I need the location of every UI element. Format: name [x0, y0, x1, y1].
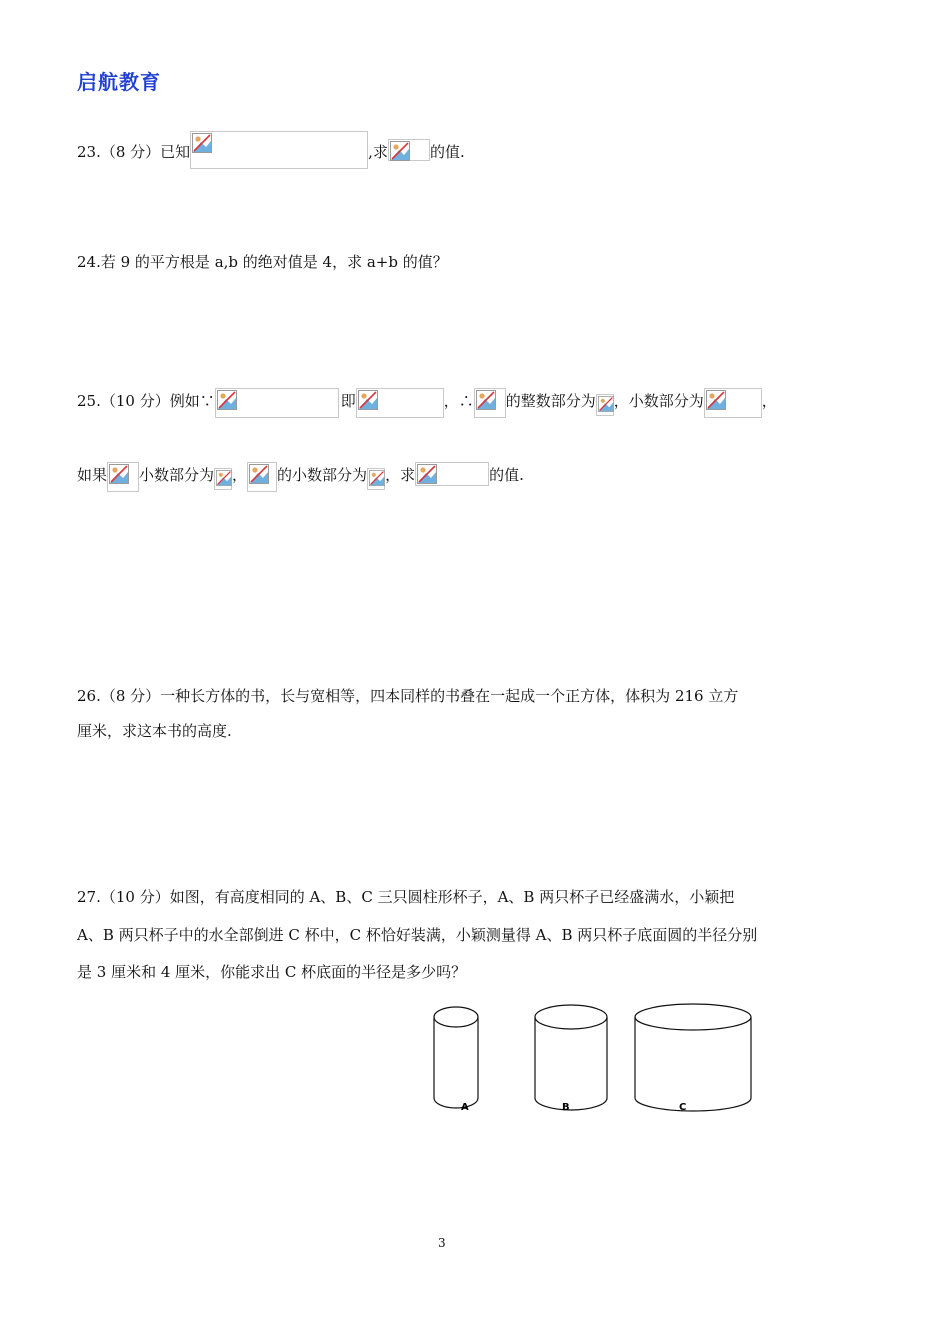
problem-26-line-1: 26.（8 分）一种长方体的书，长与宽相等，四本同样的书叠在一起成一个正方体，体积为 216 立方 [77, 687, 739, 705]
broken-image-icon [217, 390, 237, 410]
p25-text: 即 [340, 392, 356, 410]
problem-24: 24.若 9 的平方根是 a,b 的绝对值是 4，求 a+b 的值？ [77, 253, 448, 271]
formula-image [190, 131, 368, 169]
brand-title: 启航教育 [77, 70, 161, 94]
p25-text: ，求 [385, 466, 416, 484]
formula-image [356, 388, 444, 418]
problem-27-line-2: A、B 两只杯子中的水全部倒进 C 杯中，C 杯恰好装满，小颖测量得 A、B 两只杯子底面圆的半径分别 [77, 926, 758, 944]
broken-image-icon [192, 133, 212, 153]
broken-image-icon [390, 141, 410, 161]
problem-23 [77, 131, 465, 169]
problem-23-prefix: 23.（8 分）已知 [77, 143, 191, 161]
p25-text: ， [232, 466, 248, 484]
formula-image [704, 388, 762, 418]
cylinder-label-c: C [679, 1102, 687, 1113]
broken-image-icon [476, 390, 496, 410]
cylinders-figure [425, 998, 765, 1122]
cylinder-b [535, 1005, 607, 1110]
problem-27-line-1: 27.（10 分）如图，有高度相同的 A、B、C 三只圆柱形杯子，A、B 两只杯子已经盛满水，小颖把 [77, 888, 735, 906]
cylinder-label-a: A [461, 1102, 469, 1113]
problem-23-suffix: 的值. [429, 143, 465, 161]
p25-text: ， [761, 392, 777, 410]
problem-25-line-2 [77, 462, 524, 492]
cylinder-label-b: B [562, 1102, 570, 1113]
p25-text: 25.（10 分）例如∵ [77, 392, 215, 410]
formula-image [596, 394, 614, 416]
p25-text: 小数部分为 [139, 466, 215, 484]
cylinder-a [434, 1007, 478, 1108]
problem-23-mid: ,求 [368, 143, 388, 161]
broken-image-icon [417, 464, 437, 484]
formula-image [474, 388, 506, 418]
broken-image-icon [369, 470, 385, 486]
broken-image-icon [216, 470, 232, 486]
problem-27-line-3: 是 3 厘米和 4 厘米，你能求出 C 杯底面的半径是多少吗？ [77, 963, 467, 981]
problem-26-line-2: 厘米，求这本书的高度. [77, 722, 232, 740]
formula-image [107, 462, 139, 492]
broken-image-icon [358, 390, 378, 410]
cylinder-c [635, 1004, 751, 1111]
broken-image-icon [706, 390, 726, 410]
p25-text: ，小数部分为 [613, 392, 704, 410]
p25-text: 的小数部分为 [277, 466, 368, 484]
formula-image [247, 462, 277, 492]
formula-image [388, 139, 430, 161]
broken-image-icon [109, 464, 129, 484]
page-number: 3 [438, 1236, 446, 1250]
formula-image [214, 468, 232, 490]
broken-image-icon [249, 464, 269, 484]
p25-text: ，∴ [443, 392, 474, 410]
formula-image [367, 468, 385, 490]
formula-image [215, 388, 339, 418]
p25-text: 如果 [77, 466, 108, 484]
broken-image-icon [598, 396, 614, 412]
formula-image [415, 462, 489, 486]
p25-text: 的值. [489, 466, 524, 484]
problem-25-line-1 [77, 388, 777, 418]
p25-text: 的整数部分为 [505, 392, 596, 410]
